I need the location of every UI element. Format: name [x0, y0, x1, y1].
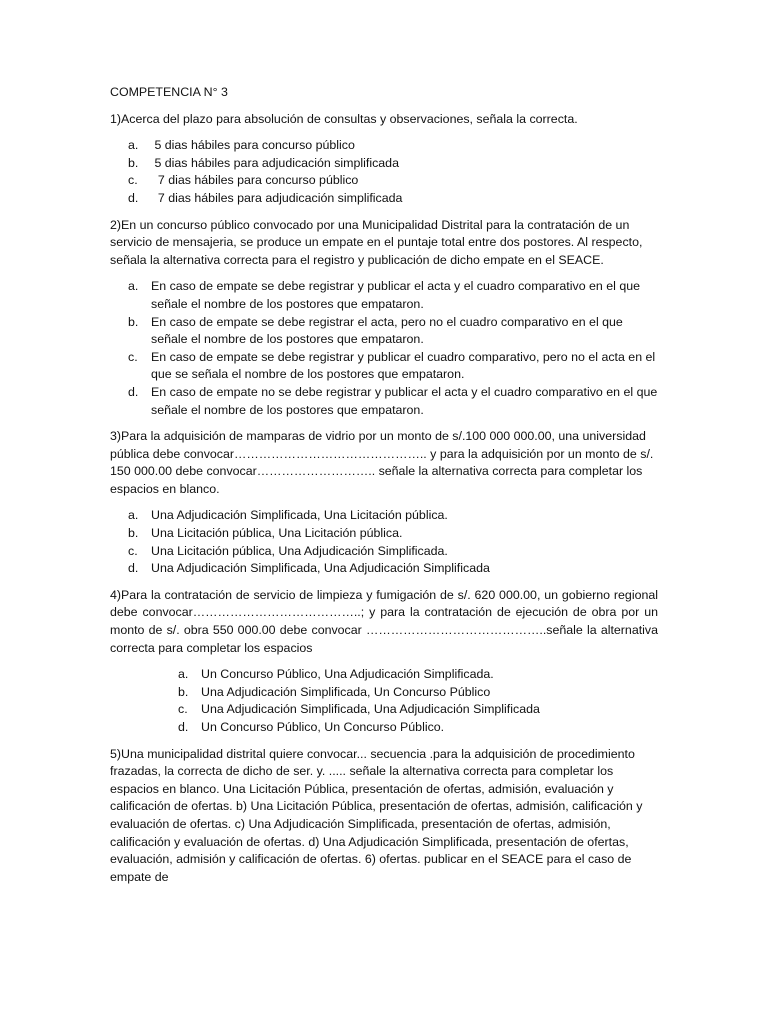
option-item [110, 172, 658, 190]
option-item [110, 190, 658, 208]
option-text: Una Adjudicación Simplificada, Un Concurso Público [201, 684, 491, 699]
option-item [110, 719, 658, 737]
question-2-options [110, 278, 658, 419]
question-3-prompt: 3)Para la adquisición de mamparas de vidrio por un monto de s/.100 000 000.00, una universidad pública debe convocar……………………………………….. y para la adquisición por un monto de s/. 150 000.00 debe convocar……………………….. señale la alternativa correcta para completar los espacios en blanco. [110, 429, 654, 496]
option-letter: a. [128, 138, 139, 153]
option-text: 7 dias hábiles para adjudicación simplificada [151, 190, 403, 205]
option-item [110, 278, 658, 313]
document-page [110, 84, 658, 895]
question-5-prompt: 5)Una municipalidad distrital quiere convocar... secuencia .para la adquisición de procedimiento frazadas, la correcta de dicho de ser. y. ..... señale la alternativa correcta para completar los espacios en blanco. Una Licitación Pública, presentación de ofertas, admisión, evaluación y calificación de ofertas. b) Una Licitación Pública, presentación de ofertas, admisión, calificación y evaluación de ofertas. c) Una Adjudicación Simplificada, presentación de ofertas, admisión, calificación y evaluación de ofertas. d) Una Adjudicación Simplificada, presentación de ofertas, evaluación, admisión y calificación de ofertas. 6) ofertas. publicar en el SEACE para el caso de empate de [110, 746, 643, 884]
option-item [110, 384, 658, 419]
option-text: En caso de empate no se debe registrar y publicar el acta y el cuadro comparativo en el que señale el nombre de los postores que empataron. [151, 384, 658, 417]
option-text: En caso de empate se debe registrar y publicar el cuadro comparativo, pero no el acta en el que se señala el nombre de los postores que empataron. [151, 349, 656, 382]
option-letter: b. [128, 314, 139, 329]
option-item [110, 525, 658, 543]
option-item [110, 155, 658, 173]
option-text: Una Adjudicación Simplificada, Una Adjudicación Simplificada [151, 561, 490, 576]
option-text: 7 dias hábiles para concurso público [151, 173, 359, 188]
option-letter: d. [128, 190, 139, 205]
option-letter: a. [128, 279, 139, 294]
option-text: Un Concurso Público, Una Adjudicación Simplificada. [201, 667, 494, 682]
option-letter: c. [128, 173, 138, 188]
option-item [110, 560, 658, 578]
option-item [110, 666, 658, 684]
option-letter: b. [128, 155, 139, 170]
option-item [110, 701, 658, 719]
option-letter: a. [128, 508, 139, 523]
question-4-options [110, 666, 658, 736]
option-letter: b. [178, 684, 189, 699]
option-text: Un Concurso Público, Un Concurso Público. [201, 720, 445, 734]
option-text: En caso de empate se debe registrar y publicar el acta y el cuadro comparativo en el que señale el nombre de los postores que empataron. [151, 279, 641, 311]
option-letter: d. [178, 720, 189, 734]
option-item [110, 684, 658, 702]
option-item [110, 507, 658, 525]
option-letter: c. [128, 543, 138, 558]
option-item [110, 314, 658, 349]
option-item [110, 349, 658, 384]
option-text: 5 dias hábiles para concurso público [151, 138, 355, 153]
option-text: Una Adjudicación Simplificada, Una Licitación pública. [151, 508, 448, 523]
question-1-options [110, 137, 658, 207]
option-text: Una Licitación pública, Una Adjudicación Simplificada. [151, 543, 448, 558]
question-4-prompt: 4)Para la contratación de servicio de limpieza y fumigación de s/. 620 000.00, un gobierno regional debe convocar…………………………………..; y para la contratación de ejecución de obra por un monto de s/. obra 550 000.00 debe convocar ……………………………………..señale la alternativa correcta para completar los espacios [110, 587, 658, 655]
option-text: En caso de empate se debe registrar el acta, pero no el cuadro comparativo en el que señale el nombre de los postores que empataron. [151, 314, 623, 347]
option-letter: d. [128, 384, 139, 399]
option-item [110, 137, 658, 155]
document-title: COMPETENCIA N° 3 [110, 85, 228, 99]
option-letter: b. [128, 526, 139, 541]
option-text: 5 dias hábiles para adjudicación simplificada [151, 155, 399, 170]
option-letter: c. [128, 349, 138, 364]
option-letter: d. [128, 561, 139, 576]
question-1-prompt: 1)Acerca del plazo para absolución de consultas y observaciones, señala la correcta. [110, 111, 578, 126]
option-letter: c. [178, 702, 188, 717]
option-letter: a. [178, 667, 189, 682]
question-2-prompt: 2)En un concurso público convocado por una Municipalidad Distrital para la contratación de un servicio de mensajeria, se produce un empate en el puntaje total entre dos postores. Al respecto, señala la alternativa correcta para el registro y publicación de dicho empate en el SEACE. [110, 217, 643, 267]
option-item [110, 543, 658, 561]
option-text: Una Licitación pública, Una Licitación pública. [151, 526, 403, 541]
option-text: Una Adjudicación Simplificada, Una Adjudicación Simplificada [201, 702, 540, 717]
question-3-options [110, 507, 658, 577]
